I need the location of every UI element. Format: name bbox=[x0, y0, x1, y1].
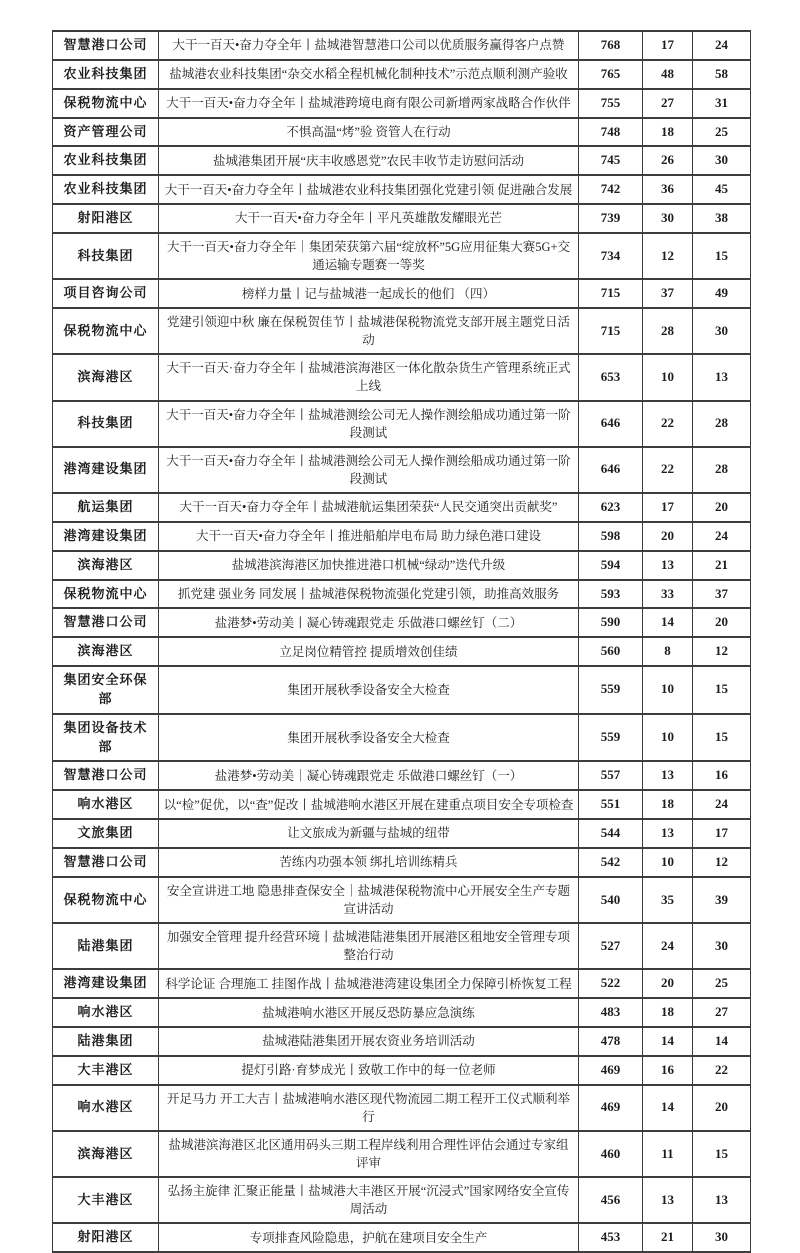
metric-3-cell: 15 bbox=[693, 233, 751, 279]
article-title-cell: 科学论证 合理施工 挂图作战丨盐城港港湾建设集团全力保障引桥恢复工程 bbox=[159, 969, 579, 998]
org-name-cell: 滨海港区 bbox=[53, 637, 159, 666]
metric-3-cell: 24 bbox=[693, 790, 751, 819]
metric-2-cell: 26 bbox=[643, 146, 693, 175]
org-name-cell: 滨海港区 bbox=[53, 354, 159, 400]
org-name-cell: 项目咨询公司 bbox=[53, 279, 159, 308]
org-name-cell: 陆港集团 bbox=[53, 1027, 159, 1056]
org-name-cell: 农业科技集团 bbox=[53, 60, 159, 89]
table-row bbox=[53, 1056, 751, 1085]
metric-3-cell: 21 bbox=[693, 551, 751, 580]
article-title-cell: 大干一百天•奋力夺全年丨盐城港航运集团荣获“人民交通突出贡献奖” bbox=[159, 493, 579, 522]
metric-3-cell: 45 bbox=[693, 175, 751, 204]
metric-2-cell: 20 bbox=[643, 522, 693, 551]
metric-3-cell: 24 bbox=[693, 31, 751, 60]
org-name-cell: 保税物流中心 bbox=[53, 89, 159, 118]
article-title-cell: 大干一百天·奋力夺全年丨盐城港滨海港区一体化散杂货生产管理系统正式上线 bbox=[159, 354, 579, 400]
metric-2-cell: 12 bbox=[643, 233, 693, 279]
metric-3-cell: 15 bbox=[693, 1131, 751, 1177]
article-title-cell: 加强安全管理 提升经营环境丨盐城港陆港集团开展港区租地安全管理专项整治行动 bbox=[159, 923, 579, 969]
table-row bbox=[53, 493, 751, 522]
metric-1-cell: 715 bbox=[579, 308, 643, 354]
metric-2-cell: 36 bbox=[643, 175, 693, 204]
metric-3-cell: 17 bbox=[693, 819, 751, 848]
table-row bbox=[53, 551, 751, 580]
metric-3-cell: 30 bbox=[693, 308, 751, 354]
metric-1-cell: 460 bbox=[579, 1131, 643, 1177]
article-title-cell: 盐城港农业科技集团“杂交水稻全程机械化制种技术”示范点顺利测产验收 bbox=[159, 60, 579, 89]
metric-3-cell: 22 bbox=[693, 1056, 751, 1085]
table-row bbox=[53, 175, 751, 204]
metric-2-cell: 14 bbox=[643, 608, 693, 637]
metric-1-cell: 527 bbox=[579, 923, 643, 969]
metric-1-cell: 593 bbox=[579, 580, 643, 609]
metric-2-cell: 17 bbox=[643, 31, 693, 60]
org-name-cell: 射阳港区 bbox=[53, 204, 159, 233]
table-row bbox=[53, 848, 751, 877]
metric-2-cell: 20 bbox=[643, 969, 693, 998]
org-name-cell: 大丰港区 bbox=[53, 1177, 159, 1223]
metric-2-cell: 18 bbox=[643, 118, 693, 147]
article-title-cell: 党建引领迎中秋 廉在保税贺佳节丨盐城港保税物流党支部开展主题党日活动 bbox=[159, 308, 579, 354]
table-row bbox=[53, 60, 751, 89]
org-name-cell: 科技集团 bbox=[53, 233, 159, 279]
metric-3-cell: 15 bbox=[693, 666, 751, 714]
metric-1-cell: 559 bbox=[579, 714, 643, 762]
metric-3-cell: 24 bbox=[693, 522, 751, 551]
metric-2-cell: 22 bbox=[643, 401, 693, 447]
metric-2-cell: 37 bbox=[643, 279, 693, 308]
metric-1-cell: 453 bbox=[579, 1223, 643, 1252]
org-name-cell: 智慧港口公司 bbox=[53, 761, 159, 790]
table-row bbox=[53, 1027, 751, 1056]
metric-1-cell: 739 bbox=[579, 204, 643, 233]
metric-3-cell: 28 bbox=[693, 447, 751, 493]
org-name-cell: 港湾建设集团 bbox=[53, 969, 159, 998]
org-name-cell: 响水港区 bbox=[53, 1085, 159, 1131]
article-title-cell: 弘扬主旋律 汇聚正能量丨盐城港大丰港区开展“沉浸式”国家网络安全宣传周活动 bbox=[159, 1177, 579, 1223]
metric-3-cell: 58 bbox=[693, 60, 751, 89]
metric-2-cell: 10 bbox=[643, 666, 693, 714]
metric-1-cell: 590 bbox=[579, 608, 643, 637]
metric-2-cell: 10 bbox=[643, 848, 693, 877]
metric-3-cell: 25 bbox=[693, 969, 751, 998]
metric-1-cell: 755 bbox=[579, 89, 643, 118]
metric-1-cell: 646 bbox=[579, 447, 643, 493]
metric-2-cell: 13 bbox=[643, 1177, 693, 1223]
table-row bbox=[53, 637, 751, 666]
org-name-cell: 射阳港区 bbox=[53, 1223, 159, 1252]
table-row bbox=[53, 118, 751, 147]
metric-2-cell: 35 bbox=[643, 877, 693, 923]
org-name-cell: 响水港区 bbox=[53, 790, 159, 819]
table-row bbox=[53, 1177, 751, 1223]
metric-1-cell: 594 bbox=[579, 551, 643, 580]
article-title-cell: 提灯引路·育梦成光丨致敬工作中的每一位老师 bbox=[159, 1056, 579, 1085]
metric-1-cell: 742 bbox=[579, 175, 643, 204]
metric-2-cell: 24 bbox=[643, 923, 693, 969]
metric-3-cell: 30 bbox=[693, 146, 751, 175]
article-title-cell: 大干一百天•奋力夺全年｜集团荣获第六届“绽放杯”5G应用征集大赛5G+交通运输专题赛一等奖 bbox=[159, 233, 579, 279]
org-name-cell: 陆港集团 bbox=[53, 923, 159, 969]
metric-3-cell: 16 bbox=[693, 761, 751, 790]
article-title-cell: 苦练内功强本领 绑扎培训练精兵 bbox=[159, 848, 579, 877]
metric-2-cell: 13 bbox=[643, 551, 693, 580]
report-table bbox=[52, 30, 751, 1253]
metric-3-cell: 37 bbox=[693, 580, 751, 609]
table-row bbox=[53, 998, 751, 1027]
article-title-cell: 不惧高温“烤”验 资管人在行动 bbox=[159, 118, 579, 147]
article-title-cell: 安全宣讲进工地 隐患排查保安全｜盐城港保税物流中心开展安全生产专题宣讲活动 bbox=[159, 877, 579, 923]
metric-1-cell: 623 bbox=[579, 493, 643, 522]
metric-1-cell: 745 bbox=[579, 146, 643, 175]
metric-2-cell: 28 bbox=[643, 308, 693, 354]
metric-3-cell: 49 bbox=[693, 279, 751, 308]
table-row bbox=[53, 923, 751, 969]
org-name-cell: 保税物流中心 bbox=[53, 580, 159, 609]
article-title-cell: 立足岗位精管控 提质增效创佳绩 bbox=[159, 637, 579, 666]
article-title-cell: 盐城港陆港集团开展农资业务培训活动 bbox=[159, 1027, 579, 1056]
metric-3-cell: 28 bbox=[693, 401, 751, 447]
article-title-cell: 盐城港集团开展“庆丰收感恩党”农民丰收节走访慰问活动 bbox=[159, 146, 579, 175]
metric-1-cell: 551 bbox=[579, 790, 643, 819]
metric-1-cell: 540 bbox=[579, 877, 643, 923]
org-name-cell: 农业科技集团 bbox=[53, 146, 159, 175]
table-row bbox=[53, 714, 751, 762]
metric-1-cell: 646 bbox=[579, 401, 643, 447]
article-title-cell: 榜样力量丨记与盐城港一起成长的他们 （四） bbox=[159, 279, 579, 308]
table-row bbox=[53, 877, 751, 923]
table-row bbox=[53, 447, 751, 493]
table-row bbox=[53, 31, 751, 60]
metric-3-cell: 20 bbox=[693, 1085, 751, 1131]
metric-2-cell: 11 bbox=[643, 1131, 693, 1177]
article-title-cell: 大干一百天•奋力夺全年丨推进船舶岸电布局 助力绿色港口建设 bbox=[159, 522, 579, 551]
article-title-cell: 专项排查风险隐患，护航在建项目安全生产 bbox=[159, 1223, 579, 1252]
table-row bbox=[53, 790, 751, 819]
org-name-cell: 滨海港区 bbox=[53, 551, 159, 580]
org-name-cell: 滨海港区 bbox=[53, 1131, 159, 1177]
org-name-cell: 资产管理公司 bbox=[53, 118, 159, 147]
metric-2-cell: 27 bbox=[643, 89, 693, 118]
article-title-cell: 盐城港滨海港区加快推进港口机械“绿动”迭代升级 bbox=[159, 551, 579, 580]
table-row bbox=[53, 204, 751, 233]
metric-2-cell: 8 bbox=[643, 637, 693, 666]
article-title-cell: 大干一百天•奋力夺全年丨盐城港智慧港口公司以优质服务赢得客户点赞 bbox=[159, 31, 579, 60]
table-row bbox=[53, 969, 751, 998]
metric-2-cell: 18 bbox=[643, 790, 693, 819]
metric-2-cell: 30 bbox=[643, 204, 693, 233]
article-title-cell: 开足马力 开工大吉丨盐城港响水港区现代物流园二期工程开工仪式顺利举行 bbox=[159, 1085, 579, 1131]
metric-2-cell: 14 bbox=[643, 1027, 693, 1056]
table-row bbox=[53, 580, 751, 609]
article-title-cell: 集团开展秋季设备安全大检查 bbox=[159, 666, 579, 714]
metric-3-cell: 25 bbox=[693, 118, 751, 147]
org-name-cell: 港湾建设集团 bbox=[53, 447, 159, 493]
metric-1-cell: 559 bbox=[579, 666, 643, 714]
metric-3-cell: 30 bbox=[693, 1223, 751, 1252]
article-title-cell: 抓党建 强业务 同发展丨盐城港保税物流强化党建引领，助推高效服务 bbox=[159, 580, 579, 609]
metric-2-cell: 48 bbox=[643, 60, 693, 89]
org-name-cell: 农业科技集团 bbox=[53, 175, 159, 204]
org-name-cell: 集团安全环保部 bbox=[53, 666, 159, 714]
metric-3-cell: 30 bbox=[693, 923, 751, 969]
metric-2-cell: 13 bbox=[643, 819, 693, 848]
table-row bbox=[53, 1085, 751, 1131]
org-name-cell: 文旅集团 bbox=[53, 819, 159, 848]
article-title-cell: 大干一百天•奋力夺全年丨盐城港测绘公司无人操作测绘船成功通过第一阶段测试 bbox=[159, 401, 579, 447]
metric-2-cell: 14 bbox=[643, 1085, 693, 1131]
metric-1-cell: 734 bbox=[579, 233, 643, 279]
article-title-cell: 盐港梦•劳动美丨凝心铸魂跟党走 乐做港口螺丝钉（二） bbox=[159, 608, 579, 637]
article-title-cell: 集团开展秋季设备安全大检查 bbox=[159, 714, 579, 762]
table-row bbox=[53, 279, 751, 308]
table-row bbox=[53, 819, 751, 848]
table-row bbox=[53, 401, 751, 447]
article-title-cell: 让文旅成为新疆与盐城的纽带 bbox=[159, 819, 579, 848]
table-row bbox=[53, 1131, 751, 1177]
metric-1-cell: 560 bbox=[579, 637, 643, 666]
metric-3-cell: 13 bbox=[693, 1177, 751, 1223]
metric-1-cell: 456 bbox=[579, 1177, 643, 1223]
org-name-cell: 智慧港口公司 bbox=[53, 31, 159, 60]
metric-3-cell: 20 bbox=[693, 493, 751, 522]
metric-2-cell: 22 bbox=[643, 447, 693, 493]
metric-2-cell: 21 bbox=[643, 1223, 693, 1252]
metric-3-cell: 12 bbox=[693, 848, 751, 877]
metric-1-cell: 598 bbox=[579, 522, 643, 551]
article-title-cell: 大干一百天•奋力夺全年丨平凡英雄散发耀眼光芒 bbox=[159, 204, 579, 233]
metric-1-cell: 483 bbox=[579, 998, 643, 1027]
metric-1-cell: 715 bbox=[579, 279, 643, 308]
metric-1-cell: 765 bbox=[579, 60, 643, 89]
table-row bbox=[53, 761, 751, 790]
article-title-cell: 大干一百天•奋力夺全年丨盐城港跨境电商有限公司新增两家战略合作伙伴 bbox=[159, 89, 579, 118]
org-name-cell: 响水港区 bbox=[53, 998, 159, 1027]
org-name-cell: 智慧港口公司 bbox=[53, 608, 159, 637]
metric-3-cell: 15 bbox=[693, 714, 751, 762]
metric-3-cell: 27 bbox=[693, 998, 751, 1027]
table-row bbox=[53, 666, 751, 714]
metric-2-cell: 33 bbox=[643, 580, 693, 609]
metric-1-cell: 469 bbox=[579, 1056, 643, 1085]
metric-1-cell: 542 bbox=[579, 848, 643, 877]
metric-1-cell: 653 bbox=[579, 354, 643, 400]
metric-1-cell: 544 bbox=[579, 819, 643, 848]
metric-1-cell: 557 bbox=[579, 761, 643, 790]
table-row bbox=[53, 146, 751, 175]
metric-2-cell: 17 bbox=[643, 493, 693, 522]
metric-2-cell: 10 bbox=[643, 714, 693, 762]
article-title-cell: 以“检”促优，以“查”促改丨盐城港响水港区开展在建重点项目安全专项检查 bbox=[159, 790, 579, 819]
org-name-cell: 集团设备技术部 bbox=[53, 714, 159, 762]
metric-2-cell: 10 bbox=[643, 354, 693, 400]
table-row bbox=[53, 233, 751, 279]
table-row bbox=[53, 308, 751, 354]
article-title-cell: 大干一百天•奋力夺全年丨盐城港农业科技集团强化党建引领 促进融合发展 bbox=[159, 175, 579, 204]
article-title-cell: 盐城港响水港区开展反恐防暴应急演练 bbox=[159, 998, 579, 1027]
org-name-cell: 保税物流中心 bbox=[53, 308, 159, 354]
metric-2-cell: 16 bbox=[643, 1056, 693, 1085]
metric-3-cell: 13 bbox=[693, 354, 751, 400]
org-name-cell: 保税物流中心 bbox=[53, 877, 159, 923]
metric-2-cell: 18 bbox=[643, 998, 693, 1027]
table-row bbox=[53, 522, 751, 551]
org-name-cell: 港湾建设集团 bbox=[53, 522, 159, 551]
table-row bbox=[53, 608, 751, 637]
table-row bbox=[53, 1223, 751, 1252]
org-name-cell: 科技集团 bbox=[53, 401, 159, 447]
metric-2-cell: 13 bbox=[643, 761, 693, 790]
metric-3-cell: 38 bbox=[693, 204, 751, 233]
metric-3-cell: 12 bbox=[693, 637, 751, 666]
metric-1-cell: 768 bbox=[579, 31, 643, 60]
metric-3-cell: 31 bbox=[693, 89, 751, 118]
table-row bbox=[53, 89, 751, 118]
article-title-cell: 盐城港滨海港区北区通用码头三期工程岸线利用合理性评估会通过专家组评审 bbox=[159, 1131, 579, 1177]
article-title-cell: 盐港梦•劳动美｜凝心铸魂跟党走 乐做港口螺丝钉（一） bbox=[159, 761, 579, 790]
metric-1-cell: 478 bbox=[579, 1027, 643, 1056]
metric-1-cell: 522 bbox=[579, 969, 643, 998]
metric-1-cell: 469 bbox=[579, 1085, 643, 1131]
report-table-body bbox=[53, 31, 751, 1252]
metric-3-cell: 20 bbox=[693, 608, 751, 637]
article-title-cell: 大干一百天•奋力夺全年丨盐城港测绘公司无人操作测绘船成功通过第一阶段测试 bbox=[159, 447, 579, 493]
org-name-cell: 智慧港口公司 bbox=[53, 848, 159, 877]
org-name-cell: 航运集团 bbox=[53, 493, 159, 522]
metric-1-cell: 748 bbox=[579, 118, 643, 147]
org-name-cell: 大丰港区 bbox=[53, 1056, 159, 1085]
metric-3-cell: 39 bbox=[693, 877, 751, 923]
metric-3-cell: 14 bbox=[693, 1027, 751, 1056]
table-row bbox=[53, 354, 751, 400]
